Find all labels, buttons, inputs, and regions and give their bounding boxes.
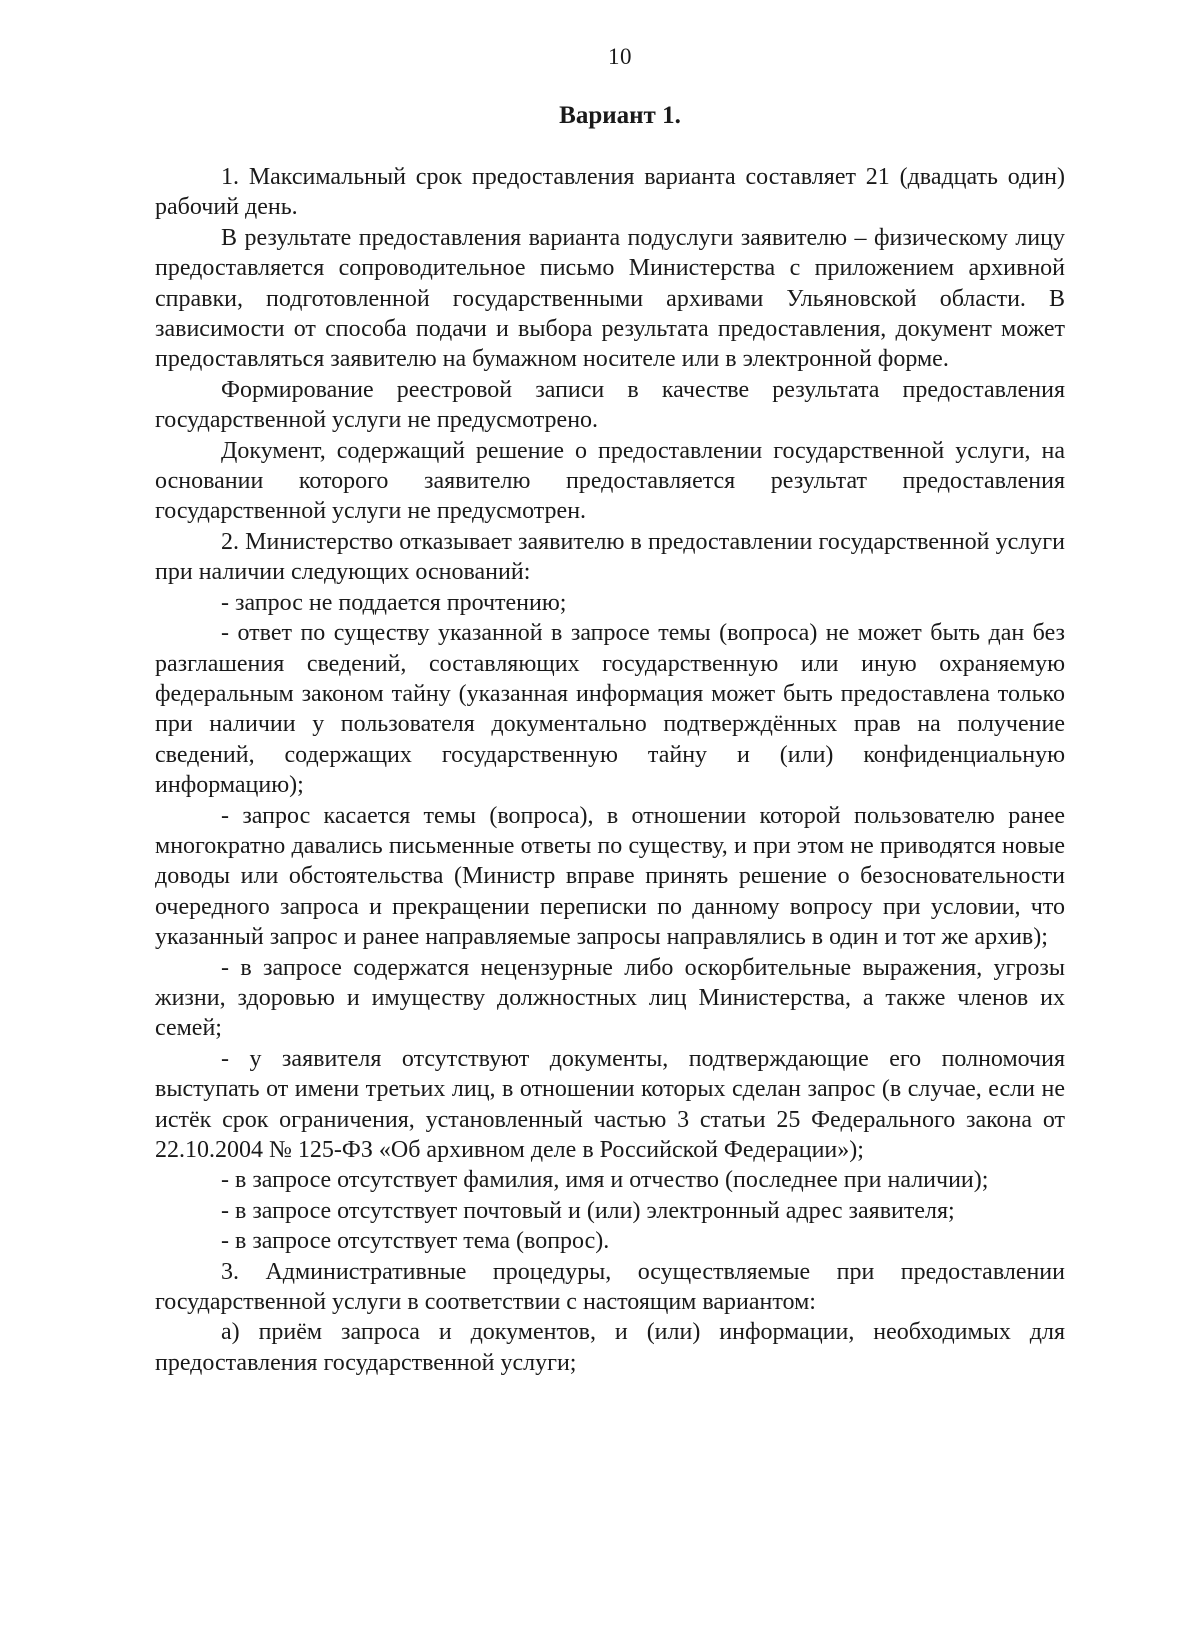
page-number: 10 — [608, 44, 632, 69]
list-item: - в запросе отсутствует почтовый и (или) электронный адрес заявителя; — [221, 1197, 955, 1224]
paragraph: Формирование реестровой записи в качестве результата предоставления государственной услуги не предусмотрено. — [155, 376, 1065, 434]
document-body — [155, 162, 1065, 1378]
section-title: Вариант 1. — [559, 102, 681, 129]
list-item: - запрос не поддается прочтению; — [221, 589, 567, 616]
list-item: - в запросе отсутствует тема (вопрос). — [221, 1228, 610, 1255]
list-item: - у заявителя отсутствуют документы, подтверждающие его полномочия выступать от имени третьих лиц, в отношении которых сделан запрос (в случае, если не истёк срок ограничения, установленный частью 3 статьи 25 Федерального закона от 22.10.2004 № 125-ФЗ «Об архивном деле в Российской Федерации»); — [155, 1045, 1065, 1163]
paragraph: 3. Административные процедуры, осуществляемые при предоставлении государственной услуги в соответствии с настоящим вариантом: — [155, 1258, 1065, 1316]
list-item: - в запросе отсутствует фамилия, имя и отчество (последнее при наличии); — [221, 1167, 989, 1194]
list-item: - запрос касается темы (вопроса), в отношении которой пользователю ранее многократно давались письменные ответы по существу, и при этом не приводятся новые доводы или обстоятельства (Министр вправе принять решение о безосновательности очередного запроса и прекращении переписки по данному вопросу при условии, что указанный запрос и ранее направляемые запросы направлялись в один и тот же архив); — [155, 802, 1065, 951]
paragraph: 1. Максимальный срок предоставления варианта составляет 21 (двадцать один) рабочий день. — [155, 164, 1065, 221]
paragraph: 2. Министерство отказывает заявителю в предоставлении государственной услуги при наличии следующих оснований: — [155, 528, 1065, 586]
list-item: - ответ по существу указанной в запросе темы (вопроса) не может быть дан без разглашения сведений, составляющих государственную или иную охраняемую федеральным законом тайну (указанная информация может быть предоставлена только при наличии у пользователя документально подтверждённых прав на получение сведений, содержащих государственную тайну и (или) конфиденциальную информацию); — [155, 620, 1065, 799]
paragraph: Документ, содержащий решение о предоставлении государственной услуги, на основании которого заявителю предоставляется результат предоставления государственной услуги не предусмотрен. — [155, 437, 1065, 525]
list-item: а) приём запроса и документов, и (или) информации, необходимых для предоставления государственной услуги; — [155, 1319, 1065, 1376]
list-item: - в запросе содержатся нецензурные либо оскорбительные выражения, угрозы жизни, здоровью и имуществу должностных лиц Министерства, а также членов их семей; — [155, 954, 1065, 1042]
paragraph: В результате предоставления варианта подуслуги заявителю – физическому лицу предоставляется сопроводительное письмо Министерства с приложением архивной справки, подготовленной государственными архивами Ульяновской области. В зависимости от способа подачи и выбора результата предоставления, документ может предоставляться заявителю на бумажном носителе или в электронной форме. — [155, 224, 1065, 373]
